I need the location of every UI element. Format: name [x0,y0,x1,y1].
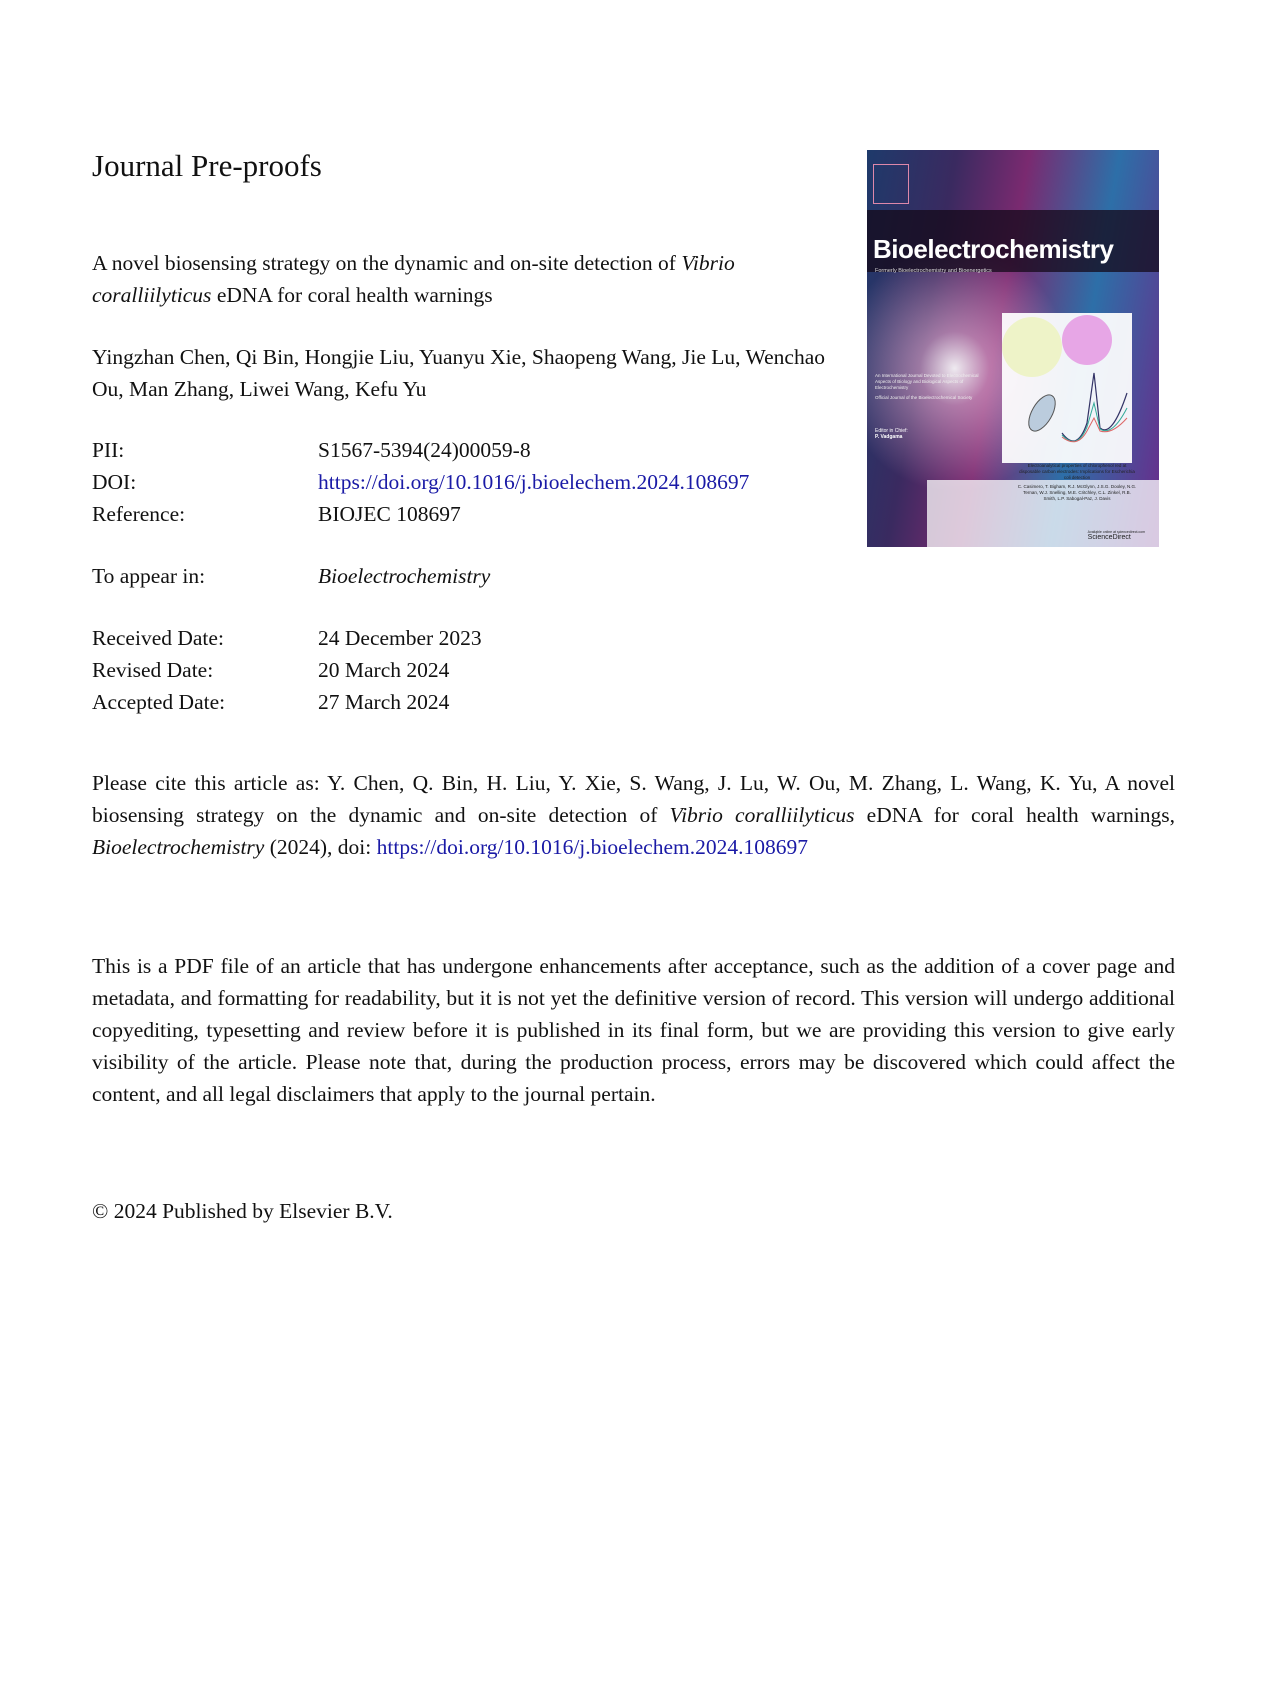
meta-to-appear [92,560,852,592]
citation-text: Please cite this article as: Y. Chen, Q. Bin, H. Liu, Y. Xie, S. Wang, J. Lu, W. Ou, M. Zhang, L. Wang, K. Yu, A novel biosensing strategy on the dynamic and on-site detection of [92,771,1175,827]
citation-text: (2024), doi: [264,835,377,859]
doi-link[interactable]: https://doi.org/10.1016/j.bioelechem.2024.108697 [318,470,750,494]
caption-title: Electroanalytical properties of chlorophenol red at disposable carbon electrodes: Implications for Escherichia coli detection [1019,463,1135,480]
meta-label: Reference: [92,502,186,526]
meta-label: Received Date: [92,626,224,650]
meta-doi [92,466,852,498]
meta-pii [92,434,852,466]
editor-name: P. Vadgama [875,434,903,440]
sciencedirect-logo: ScienceDirect [1087,534,1131,541]
elsevier-logo [873,164,909,204]
cover-info-2: Official Journal of the Bioelectrochemical Society [875,395,973,400]
title-species: Vibrio coralliilyticus [92,251,735,307]
citation-paragraph [92,767,1175,863]
title-text-end: eDNA for coral health warnings [211,283,493,307]
disclaimer-paragraph: This is a PDF file of an article that has undergone enhancements after acceptance, such as the addition of a cover page and metadata, and formatting for readability, but it is not yet the definitive version of record. This version will undergo additional copyediting, typesetting and review before it is published in its final form, but we are providing this version to give early visibility of the article. Please note that, during the production process, errors may be discovered which could affect the content, and all legal disclaimers that apply to the journal pertain. [92,954,1175,1106]
title-text: A novel biosensing strategy on the dynamic and on-site detection of [92,251,682,275]
meta-value: Bioelectrochemistry [318,564,491,588]
meta-label: DOI: [92,470,137,494]
caption-authors: C. Casimero, T. Bigham, R.J. McGlynn, J.S.G. Dooley, N.G. Ternan, W.J. Snelling, M.E. Critchley, C.L. Zinkel, R.B. Smith, L.P. Sabogal-Paz, J. Davis [1017,484,1137,501]
journal-pre-proofs-label: Journal Pre-proofs [92,148,322,183]
cover-figure [1002,313,1132,463]
cover-info [875,373,995,401]
citation-journal: Bioelectrochemistry [92,835,265,859]
article-title [92,247,852,311]
meta-accepted [92,686,852,718]
cover-info-1: An International Journal Devoted to Electrochemical Aspects of Biology and Biological Aspects of Electrochemistry [875,373,979,390]
cover-sciencedirect [1088,530,1145,541]
meta-value: BIOJEC 108697 [318,502,461,526]
meta-label: To appear in: [92,564,206,588]
copyright-notice: © 2024 Published by Elsevier B.V. [92,1199,393,1223]
author-list: Yingzhan Chen, Qi Bin, Hongjie Liu, Yuanyu Xie, Shaopeng Wang, Jie Lu, Wenchao Ou, Man Zhang, Liwei Wang, Kefu Yu [92,345,825,401]
citation-doi-link[interactable]: https://doi.org/10.1016/j.bioelechem.2024.108697 [376,835,808,859]
meta-reference [92,498,852,530]
editor-label: Editor in Chief: [875,428,908,434]
meta-value: 24 December 2023 [318,626,482,650]
meta-label: Revised Date: [92,658,214,682]
citation-text: eDNA for coral health warnings, [854,803,1175,827]
available-online: Available online at sciencedirect.com [1087,530,1145,534]
meta-value: S1567-5394(24)00059-8 [318,438,531,462]
meta-label: PII: [92,438,125,462]
cover-subtitle: Formerly Bioelectrochemistry and Bioenergetics [875,268,992,274]
cover-caption [1017,463,1137,502]
citation-species: Vibrio coralliilyticus [669,803,855,827]
meta-revised [92,654,852,686]
journal-cover-image [867,150,1159,547]
meta-value: 20 March 2024 [318,658,450,682]
cover-journal-name: Bioelectrochemistry [873,234,1114,264]
figure-voltammogram [1002,313,1132,463]
meta-value: 27 March 2024 [318,690,450,714]
meta-received [92,622,852,654]
meta-label: Accepted Date: [92,690,226,714]
cover-editor [875,428,908,440]
